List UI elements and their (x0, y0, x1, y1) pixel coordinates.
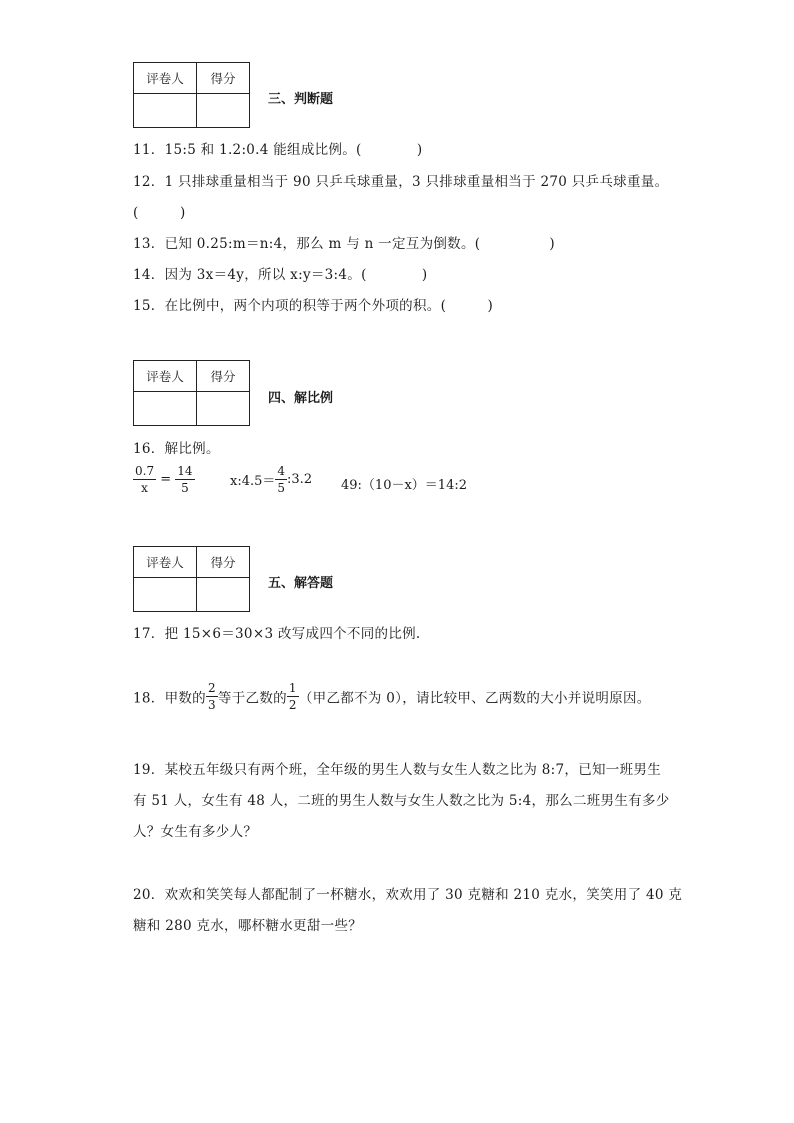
numerator: 0.7 (135, 464, 155, 478)
score-header: 得分 (197, 63, 250, 94)
question-13: 13．已知 0.25:m＝n:4，那么 m 与 n 一定互为倒数。( ) (133, 236, 555, 252)
equation-prefix: x:4.5＝ (230, 474, 276, 489)
equation-2 (230, 465, 312, 494)
question-18-text: （甲乙都不为 0），请比较甲、乙两数的大小并说明原因。 (298, 690, 651, 707)
score-cell[interactable] (197, 392, 250, 426)
fraction (287, 682, 299, 711)
equation-suffix: :3.2 (287, 472, 313, 487)
reviewer-cell[interactable] (134, 392, 197, 426)
reviewer-cell[interactable] (134, 94, 197, 128)
fraction (175, 465, 194, 494)
question-19-line1: 19．某校五年级只有两个班，全年级的男生人数与女生人数之比为 8:7，已知一班男生 (133, 762, 661, 778)
score-header: 得分 (197, 547, 250, 578)
question-17: 17．把 15×6＝30×3 改写成四个不同的比例. (133, 626, 421, 642)
equals-sign: = (160, 472, 172, 487)
equation-1 (133, 465, 195, 494)
equation-3: 49:（10－x）＝14:2 (341, 478, 467, 493)
question-18-text: 等于乙数的 (217, 690, 287, 707)
fraction (206, 682, 218, 711)
score-table-section3 (133, 62, 250, 128)
question-18 (133, 682, 651, 711)
section-title: 四、解比例 (268, 391, 334, 406)
denominator: 5 (277, 481, 286, 495)
question-20-line2: 糖和 280 克水，哪杯糖水更甜一些？ (133, 918, 363, 934)
reviewer-cell[interactable] (134, 578, 197, 612)
numerator: 2 (207, 681, 216, 695)
reviewer-header: 评卷人 (134, 361, 197, 392)
reviewer-header: 评卷人 (134, 63, 197, 94)
denominator: 3 (207, 698, 216, 712)
question-12-line1: 12．1 只排球重量相当于 90 只乒乓球重量，3 只排球重量相当于 270 只乒乓球重量。 (133, 174, 669, 190)
question-14: 14．因为 3x＝4y，所以 x:y＝3:4。( ) (133, 267, 428, 283)
numerator: 4 (277, 464, 286, 478)
numerator: 14 (177, 464, 193, 478)
section-title: 三、判断题 (268, 92, 334, 107)
question-19-line2: 有 51 人，女生有 48 人，二班的男生人数与女生人数之比为 5:4，那么二班男生有多少 (133, 793, 670, 809)
denominator: 2 (288, 698, 297, 712)
denominator: 5 (181, 481, 189, 495)
section-title: 五、解答题 (268, 576, 334, 591)
reviewer-header: 评卷人 (134, 547, 197, 578)
score-cell[interactable] (197, 94, 250, 128)
fraction (275, 465, 287, 494)
denominator: x (141, 481, 148, 495)
question-16: 16．解比例。 (133, 441, 220, 457)
question-12-line2: ( ) (133, 205, 186, 221)
question-11: 11．15:5 和 1.2:0.4 能组成比例。( ) (133, 142, 423, 158)
score-cell[interactable] (197, 578, 250, 612)
score-table-section4 (133, 360, 250, 426)
score-table-section5 (133, 546, 250, 612)
question-18-text: 18．甲数的 (133, 690, 206, 707)
question-20-line1: 20．欢欢和笑笑每人都配制了一杯糖水，欢欢用了 30 克糖和 210 克水，笑笑用了 40 克 (133, 887, 683, 903)
score-header: 得分 (197, 361, 250, 392)
question-19-line3: 人？女生有多少人？ (133, 824, 258, 840)
question-15: 15．在比例中，两个内项的积等于两个外项的积。( ) (133, 298, 494, 314)
numerator: 1 (288, 681, 297, 695)
fraction (133, 465, 156, 494)
